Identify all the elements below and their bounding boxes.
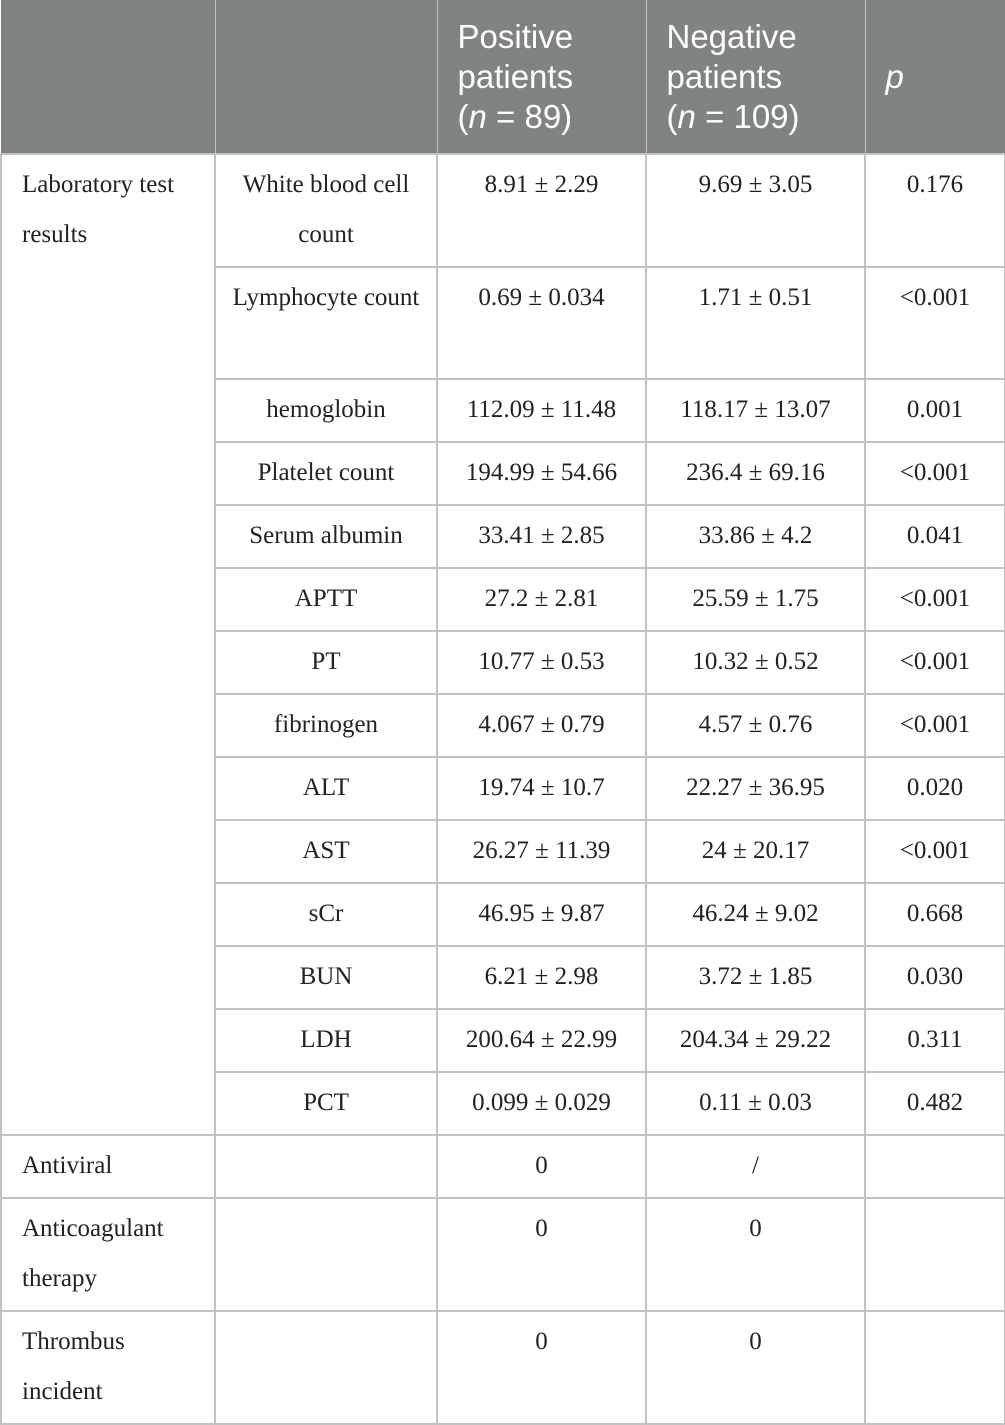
header-negative-n-open: ( (666, 97, 678, 135)
p-value: <0.001 (865, 442, 1005, 505)
header-negative (646, 0, 865, 154)
negative-value: 25.59 ± 1.75 (646, 568, 865, 631)
negative-value: 0.11 ± 0.03 (646, 1072, 865, 1135)
positive-value: 27.2 ± 2.81 (437, 568, 646, 631)
header-positive-n-var: n (468, 97, 487, 135)
test-name: PT (215, 631, 437, 694)
header-category (1, 0, 215, 154)
header-positive-n-rest: = 89) (486, 97, 573, 135)
positive-value: 4.067 ± 0.79 (437, 694, 646, 757)
p-value (865, 1198, 1005, 1311)
table-row (1, 1311, 1005, 1424)
p-value: 0.311 (865, 1009, 1005, 1072)
negative-value: 3.72 ± 1.85 (646, 946, 865, 1009)
test-name (215, 1198, 437, 1311)
test-name: fibrinogen (215, 694, 437, 757)
negative-value: / (646, 1135, 865, 1198)
negative-value: 1.71 ± 0.51 (646, 267, 865, 379)
header-positive-line1: Positive (457, 17, 574, 55)
table-row (1, 1198, 1005, 1311)
positive-value: 0 (437, 1135, 646, 1198)
test-name: Lymphocyte count (215, 267, 437, 379)
p-value: 0.176 (865, 154, 1005, 267)
p-value: <0.001 (865, 694, 1005, 757)
p-value (865, 1135, 1005, 1198)
negative-value: 0 (646, 1311, 865, 1424)
header-negative-line1: Negative (666, 17, 797, 55)
p-value (865, 1311, 1005, 1424)
header-negative-n-rest: = 109) (695, 97, 800, 135)
p-value: 0.482 (865, 1072, 1005, 1135)
row-label-antiviral: Antiviral (1, 1135, 215, 1198)
negative-value: 46.24 ± 9.02 (646, 883, 865, 946)
table-row (1, 1135, 1005, 1198)
positive-value: 8.91 ± 2.29 (437, 154, 646, 267)
p-value: 0.668 (865, 883, 1005, 946)
header-p-value (865, 0, 1005, 154)
p-value: 0.020 (865, 757, 1005, 820)
negative-value: 4.57 ± 0.76 (646, 694, 865, 757)
row-label-thrombus: Thrombus incident (1, 1311, 215, 1424)
positive-value: 10.77 ± 0.53 (437, 631, 646, 694)
group-label: Laboratory test results (1, 154, 215, 1135)
row-label-anticoagulant: Anticoagulant therapy (1, 1198, 215, 1311)
p-value: <0.001 (865, 267, 1005, 379)
test-name: AST (215, 820, 437, 883)
positive-value: 200.64 ± 22.99 (437, 1009, 646, 1072)
positive-value: 0 (437, 1198, 646, 1311)
positive-value: 194.99 ± 54.66 (437, 442, 646, 505)
positive-value: 112.09 ± 11.48 (437, 379, 646, 442)
test-name: hemoglobin (215, 379, 437, 442)
negative-value: 24 ± 20.17 (646, 820, 865, 883)
test-name: White blood cell count (215, 154, 437, 267)
p-value: <0.001 (865, 820, 1005, 883)
test-name (215, 1311, 437, 1424)
header-p-label: p (885, 57, 904, 95)
header-positive-line2: patients (457, 57, 574, 95)
test-name: APTT (215, 568, 437, 631)
negative-value: 22.27 ± 36.95 (646, 757, 865, 820)
header-negative-line2: patients (666, 57, 783, 95)
table-body (1, 154, 1005, 1424)
header-positive-n-open: ( (457, 97, 469, 135)
p-value: <0.001 (865, 631, 1005, 694)
table-row (1, 154, 1005, 267)
test-name: Platelet count (215, 442, 437, 505)
p-value: 0.041 (865, 505, 1005, 568)
test-name: BUN (215, 946, 437, 1009)
header-positive (437, 0, 646, 154)
negative-value: 204.34 ± 29.22 (646, 1009, 865, 1072)
header-test (215, 0, 437, 154)
positive-value: 46.95 ± 9.87 (437, 883, 646, 946)
positive-value: 19.74 ± 10.7 (437, 757, 646, 820)
positive-value: 26.27 ± 11.39 (437, 820, 646, 883)
positive-value: 0.69 ± 0.034 (437, 267, 646, 379)
test-name: ALT (215, 757, 437, 820)
negative-value: 33.86 ± 4.2 (646, 505, 865, 568)
positive-value: 6.21 ± 2.98 (437, 946, 646, 1009)
positive-value: 0 (437, 1311, 646, 1424)
test-name (215, 1135, 437, 1198)
test-name: PCT (215, 1072, 437, 1135)
test-name: Serum albumin (215, 505, 437, 568)
negative-value: 118.17 ± 13.07 (646, 379, 865, 442)
negative-value: 0 (646, 1198, 865, 1311)
positive-value: 33.41 ± 2.85 (437, 505, 646, 568)
header-row (1, 0, 1005, 154)
test-name: LDH (215, 1009, 437, 1072)
header-negative-n-var: n (677, 97, 696, 135)
p-value: 0.001 (865, 379, 1005, 442)
test-name: sCr (215, 883, 437, 946)
p-value: 0.030 (865, 946, 1005, 1009)
negative-value: 236.4 ± 69.16 (646, 442, 865, 505)
positive-value: 0.099 ± 0.029 (437, 1072, 646, 1135)
negative-value: 10.32 ± 0.52 (646, 631, 865, 694)
negative-value: 9.69 ± 3.05 (646, 154, 865, 267)
p-value: <0.001 (865, 568, 1005, 631)
